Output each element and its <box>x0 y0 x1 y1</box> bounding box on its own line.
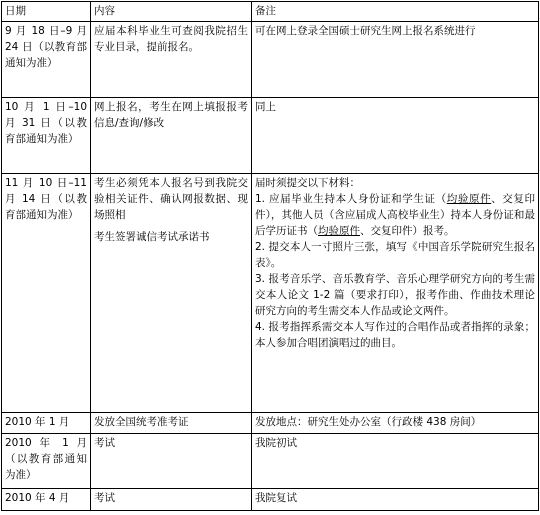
table-row <box>2 22 539 98</box>
content-cell <box>91 174 252 413</box>
header-date: 日期 <box>2 2 91 22</box>
note-cell: 发放地点：研究生处办公室（行政楼 438 房间） <box>252 413 539 434</box>
content-cell: 网上报名，考生在网上填报报考信息/查询/修改 <box>91 98 252 174</box>
note-item-4: 4. 报考指挥系需交本人写作过的合唱作品或者指挥的录象；本人参加合唱团演唱过的曲目。 <box>255 321 535 349</box>
date-cell: 10 月 1 日–10 月 31 日（以教育部通知为准） <box>2 98 91 174</box>
note-item-1-underlined-b: 均验原件 <box>318 225 360 237</box>
note-item-1-underlined-a: 均验原件 <box>446 193 492 205</box>
note-item-1-part-e: 、交复印件）报考。 <box>360 225 455 237</box>
date-cell: 9 月 18 日–9 月 24 日（以教育部通知为准） <box>2 22 91 98</box>
admission-schedule-table <box>1 1 539 511</box>
date-cell: 11 月 10 日–11 月 14 日（以教育部通知为准） <box>2 174 91 413</box>
content-cell: 应届本科毕业生可查阅我院招生专业目录，提前报名。 <box>91 22 252 98</box>
content-cell: 考试 <box>91 489 252 511</box>
note-cell: 可在网上登录全国硕士研究生网上报名系统进行 <box>252 22 539 98</box>
header-content: 内容 <box>91 2 252 22</box>
content-text: 考生必须凭本人报名号到我院交验相关证件、确认网报数据、现场照相 <box>94 177 248 221</box>
date-cell: 2010 年 4 月 <box>2 489 91 511</box>
table-row <box>2 434 539 489</box>
note-item-3: 3. 报考音乐学、音乐教育学、音乐心理学研究方向的考生需交本人论文 1-2 篇（要求打印），报考作曲、作曲技术理论研究方向的考生需交本人作品或论文两件。 <box>255 273 535 317</box>
date-cell: 2010 年 1 月 <box>2 413 91 434</box>
note-item-2: 2. 提交本人一寸照片三张，填写《中国音乐学院研究生报名表》。 <box>255 241 535 269</box>
note-cell <box>252 174 539 413</box>
table-row <box>2 98 539 174</box>
note-item-1-part-a: 1. 应届毕业生持本人身份证和学生证（ <box>255 193 447 205</box>
table-row <box>2 489 539 511</box>
header-note: 备注 <box>252 2 539 22</box>
content-cell: 考试 <box>91 434 252 489</box>
note-cell: 同上 <box>252 98 539 174</box>
note-item-1-part-c: 、交复印件），其他人员（含应届成人高校毕业生）持本人身份证和最后学历证书（ <box>255 193 536 237</box>
table-row <box>2 413 539 434</box>
note-cell: 我院复试 <box>252 489 539 511</box>
content-cell: 发放全国统考准考证 <box>91 413 252 434</box>
note-intro: 届时须提交以下材料： <box>255 177 360 189</box>
header-row <box>2 2 539 22</box>
content-text-2: 考生签署诚信考试承诺书 <box>94 231 210 243</box>
note-cell: 我院初试 <box>252 434 539 489</box>
note-item-1 <box>255 191 535 239</box>
date-cell: 2010 年 1 月（以教育部通知为准） <box>2 434 91 489</box>
table-row <box>2 174 539 413</box>
